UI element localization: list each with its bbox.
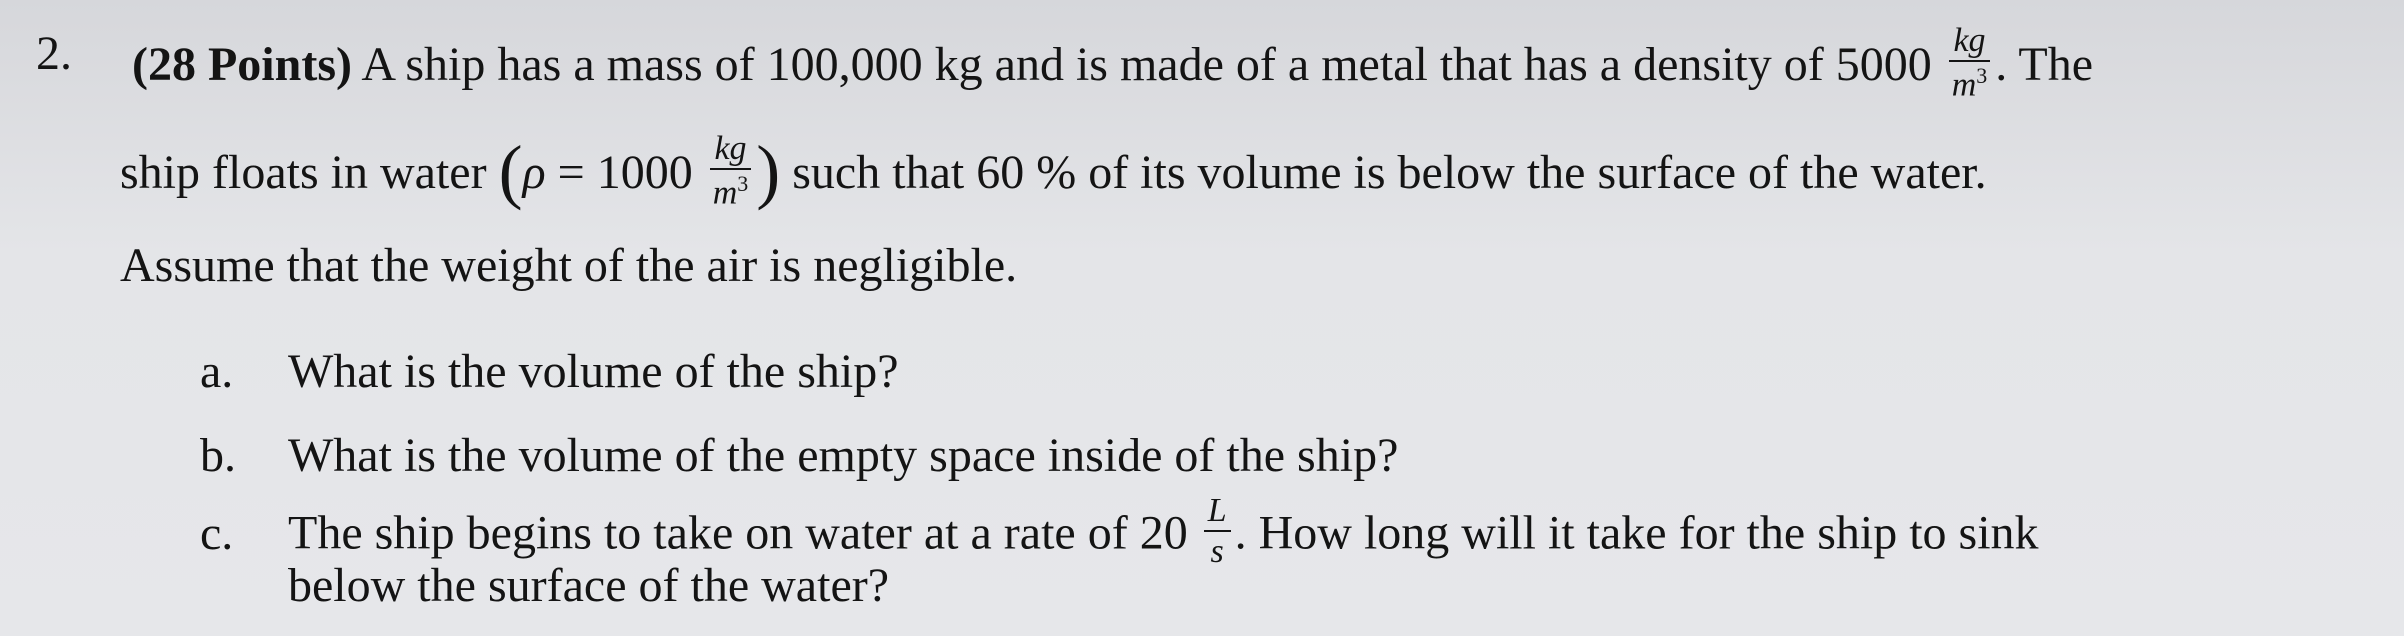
subquestion-label: b. [200,429,236,482]
question-line-1 [132,22,2094,108]
question-number: 2. [36,27,72,80]
water-unit-denominator: $m^3$ [712,171,749,212]
subquestion-text: What is the volume of the ship? [288,345,899,398]
right-paren: ) [756,131,781,212]
subquestion-text-after: . How long will it take for the ship to sink [1234,506,2039,560]
question-line-1-tail: . The [1995,38,2094,92]
question-text-1: A ship has a mass of 100,000 kg and is made of a metal that has a density of 5000 [351,38,1944,92]
rate-unit-denominator: s [1210,533,1224,570]
water-unit-fraction [709,132,753,210]
subquestion-b [200,429,1399,482]
question-line-2 [120,130,1987,216]
density-unit-denominator: $m^3$ [1951,63,1988,104]
question-line-3: Assume that the weight of the air is negligible. [120,239,1018,292]
rate-unit-fraction [1204,494,1231,569]
density-unit-numerator: kg [1949,24,1989,62]
rho-value: = 1000 [545,146,705,200]
rho-symbol: ρ [522,146,546,200]
points-label: (28 Points) [132,38,352,92]
question-text-2: ship floats in water [120,146,499,200]
rate-unit-numerator: L [1204,494,1231,532]
left-paren: ( [498,131,523,212]
subquestion-label: c. [200,506,234,560]
subquestion-text: What is the volume of the empty space inside of the ship? [288,429,1399,482]
subquestion-c-line-2: below the surface of the water? [288,559,890,612]
density-unit-fraction [1948,24,1992,102]
subquestion-text: The ship begins to take on water at a rate of 20 [288,506,1200,560]
subquestion-label: a. [200,345,234,398]
question-text-2-end: such that 60 % of its volume is below the surface of the water. [780,146,1987,200]
subquestion-a [200,345,899,398]
water-unit-numerator: kg [710,132,750,170]
